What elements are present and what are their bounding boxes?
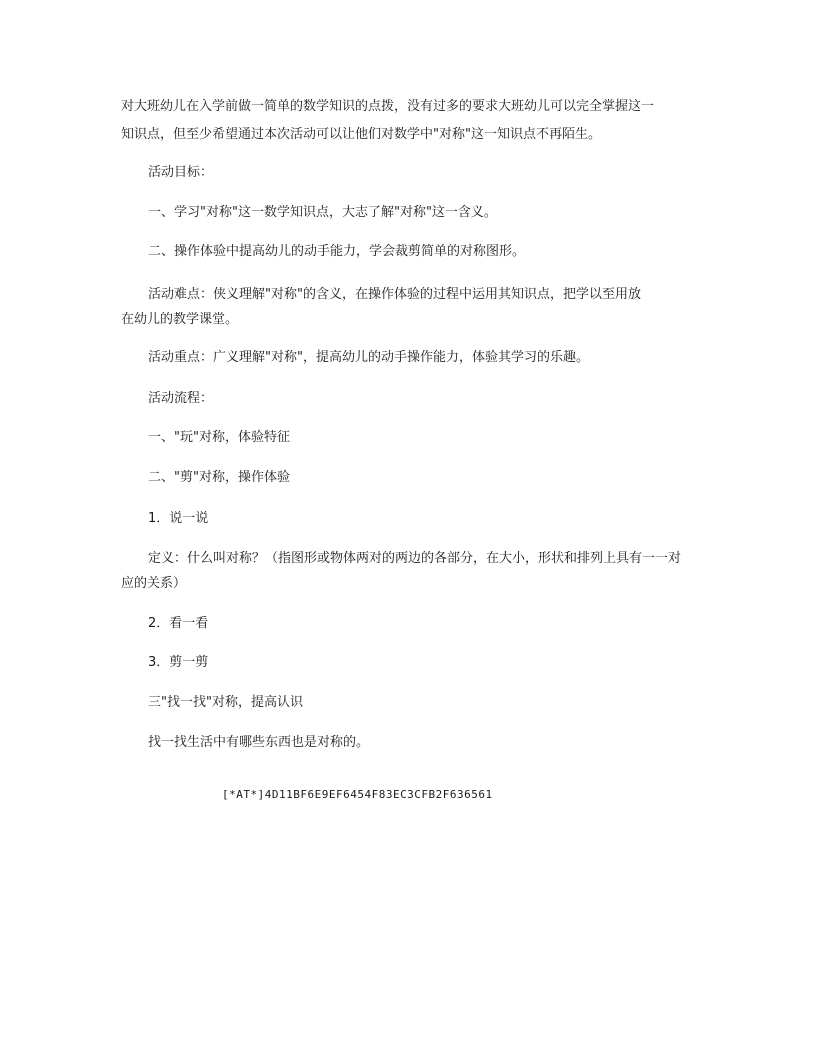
step-1: 一、"玩"对称，体验特征 xyxy=(148,430,290,445)
definition-line-2: 应的关系） xyxy=(121,576,187,591)
intro-line-1: 对大班幼儿在入学前做一简单的数学知识的点拨，没有过多的要求大班幼儿可以完全掌握这一 xyxy=(121,99,655,114)
process-heading: 活动流程： xyxy=(148,391,214,406)
document-code: [*AT*]4D11BF6E9EF6454F83EC3CFB2F636561 xyxy=(222,788,493,801)
sub-step-2: 2．看一看 xyxy=(148,616,209,631)
definition-line-1: 定义：什么叫对称？（指图形或物体两对的两边的各部分，在大小，形状和排列上具有一一对 xyxy=(148,551,682,566)
goal-1: 一、学习"对称"这一数学知识点，大志了解"对称"这一含义。 xyxy=(148,205,497,220)
intro-line-2: 知识点，但至少希望通过本次活动可以让他们对数学中"对称"这一知识点不再陌生。 xyxy=(121,127,601,142)
sub-step-3: 3．剪一剪 xyxy=(148,655,209,670)
goal-2: 二、操作体验中提高幼儿的动手能力，学会裁剪简单的对称图形。 xyxy=(148,244,526,259)
find-text: 找一找生活中有哪些东西也是对称的。 xyxy=(148,735,370,750)
step-2: 二、"剪"对称，操作体验 xyxy=(148,470,290,485)
step-3: 三"找一找"对称，提高认识 xyxy=(148,695,303,710)
sub-step-1: 1．说一说 xyxy=(148,511,209,526)
difficulty-line-2: 在幼儿的教学课堂。 xyxy=(121,312,239,327)
difficulty-line-1: 活动难点：侠义理解"对称"的含义，在操作体验的过程中运用其知识点，把学以至用放 xyxy=(148,287,641,302)
goals-heading: 活动目标： xyxy=(148,165,214,180)
focus-text: 活动重点：广义理解"对称"，提高幼儿的动手操作能力，体验其学习的乐趣。 xyxy=(148,350,589,365)
